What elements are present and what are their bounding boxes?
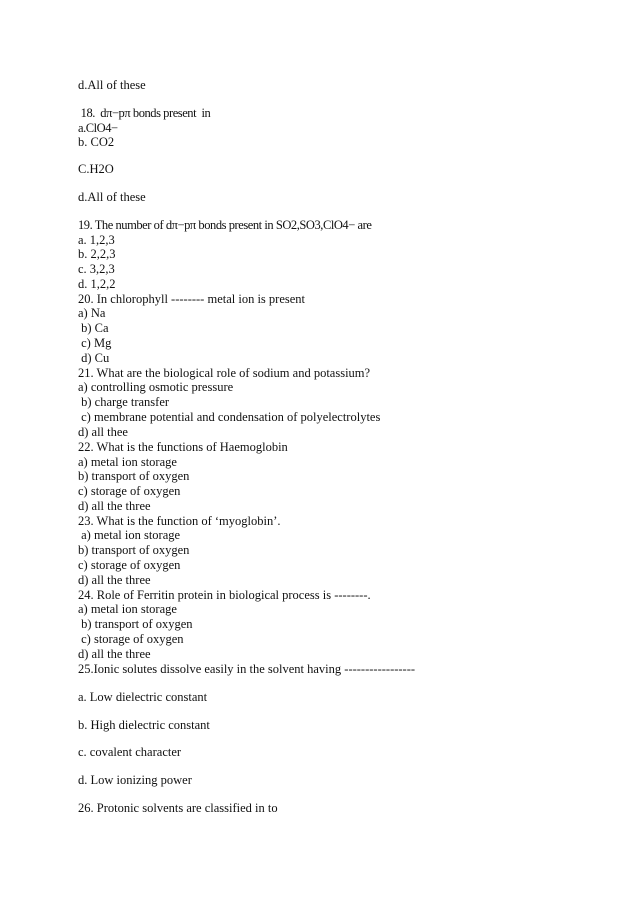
option-b: b) transport of oxygen bbox=[78, 469, 190, 483]
option-b: b. High dielectric constant bbox=[78, 718, 210, 732]
option-c: C.H2O bbox=[78, 162, 114, 176]
option-a: a) controlling osmotic pressure bbox=[78, 380, 234, 394]
question-19: 19. The number of dπ−pπ bonds present in SO2,SO3,ClO4− are bbox=[78, 218, 372, 232]
option-d: d. 1,2,2 bbox=[78, 277, 116, 291]
option-c: c) Mg bbox=[78, 336, 112, 350]
question-20: 20. In chlorophyll -------- metal ion is present bbox=[78, 292, 306, 306]
option-b: b. CO2 bbox=[78, 135, 115, 149]
option-c: c) membrane potential and condensation of polyelectrolytes bbox=[78, 410, 381, 424]
option-d: d) all the three bbox=[78, 647, 151, 661]
option-c: c. covalent character bbox=[78, 745, 182, 759]
question-21: 21. What are the biological role of sodium and potassium? bbox=[78, 366, 371, 380]
option-d: d) all the three bbox=[78, 573, 151, 587]
text-line: d.All of these bbox=[78, 78, 146, 92]
option-c: c) storage of oxygen bbox=[78, 484, 181, 498]
option-d: d) Cu bbox=[78, 351, 110, 365]
question-23: 23. What is the function of ‘myoglobin’. bbox=[78, 514, 281, 528]
option-d: d.All of these bbox=[78, 190, 146, 204]
option-c: c) storage of oxygen bbox=[78, 632, 184, 646]
option-d: d. Low ionizing power bbox=[78, 773, 192, 787]
option-c: c. 3,2,3 bbox=[78, 262, 115, 276]
option-a: a) metal ion storage bbox=[78, 528, 181, 542]
question-24: 24. Role of Ferritin protein in biological process is --------. bbox=[78, 588, 371, 602]
option-d: d) all thee bbox=[78, 425, 128, 439]
option-b: b. 2,2,3 bbox=[78, 247, 116, 261]
question-18: 18. dπ−pπ bonds present in bbox=[78, 106, 211, 120]
option-a: a) metal ion storage bbox=[78, 455, 177, 469]
question-22: 22. What is the functions of Haemoglobin bbox=[78, 440, 288, 454]
question-25: 25.Ionic solutes dissolve easily in the solvent having ----------------- bbox=[78, 662, 416, 676]
option-a: a) Na bbox=[78, 306, 106, 320]
option-a: a.ClO4− bbox=[78, 121, 118, 135]
option-b: b) charge transfer bbox=[78, 395, 170, 409]
option-b: b) transport of oxygen bbox=[78, 543, 190, 557]
option-a: a. Low dielectric constant bbox=[78, 690, 208, 704]
option-d: d) all the three bbox=[78, 499, 151, 513]
option-b: b) transport of oxygen bbox=[78, 617, 193, 631]
option-b: b) Ca bbox=[78, 321, 109, 335]
option-a: a. 1,2,3 bbox=[78, 233, 115, 247]
option-c: c) storage of oxygen bbox=[78, 558, 181, 572]
question-26: 26. Protonic solvents are classified in to bbox=[78, 801, 278, 815]
option-a: a) metal ion storage bbox=[78, 602, 177, 616]
